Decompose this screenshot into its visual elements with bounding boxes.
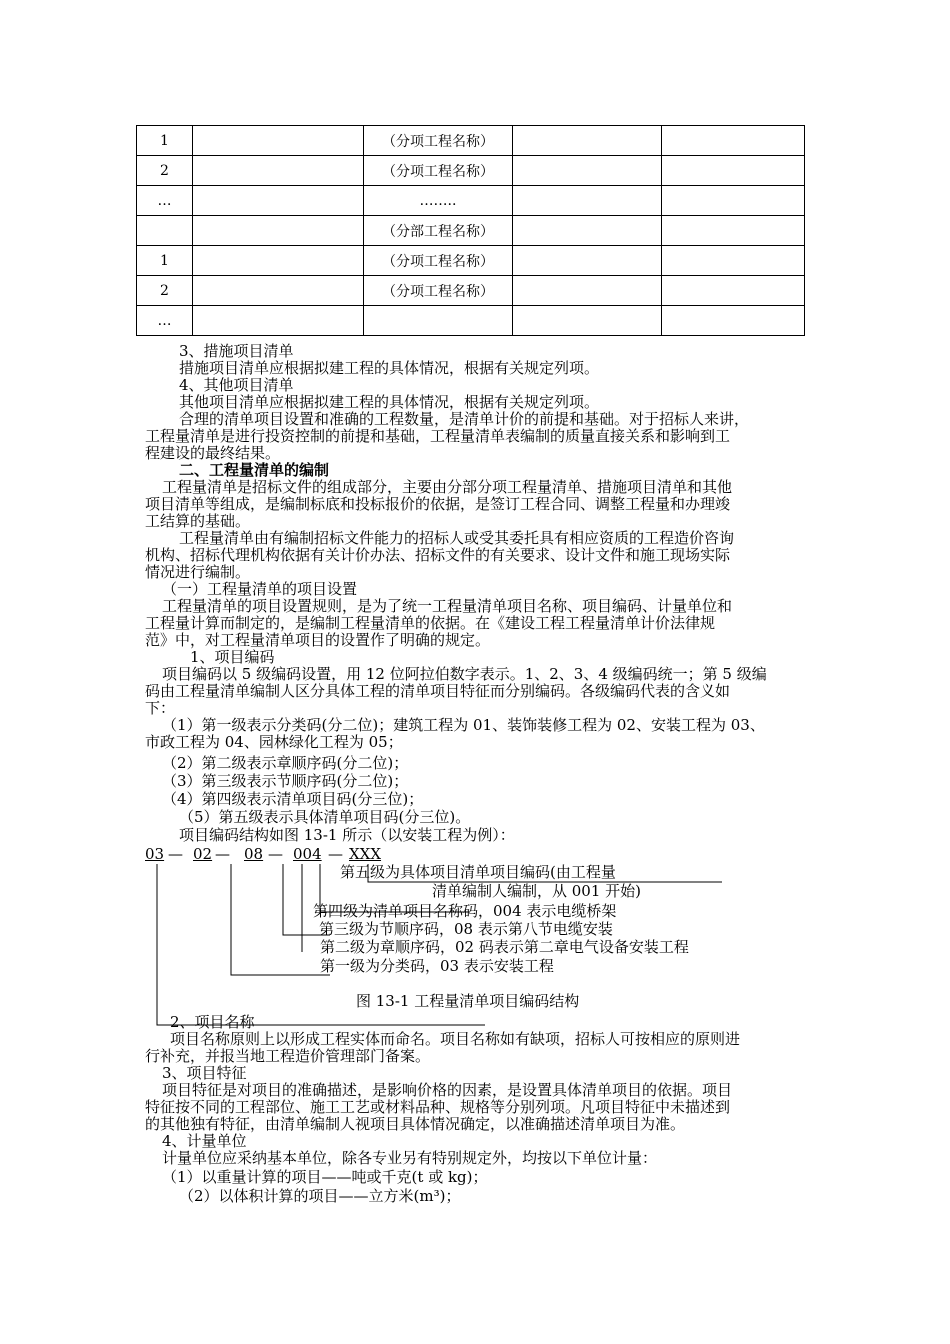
- paragraph-line: 计量单位应采纳基本单位，除各专业另有特别规定外，均按以下单位计量：: [162, 1149, 658, 1167]
- heading-measures-list: 3、措施项目清单: [179, 342, 294, 360]
- diagram-label-level5: 第五级为具体项目清单项目编码(由工程量: [340, 863, 616, 881]
- code-segment-xxx: XXX: [349, 845, 382, 863]
- table-cell: 2: [137, 156, 193, 186]
- code-segment-004: 004: [293, 845, 322, 863]
- paragraph-line: 范》中，对工程量清单项目的设置作了明确的规定。: [145, 631, 491, 649]
- paragraph-line: 工程量清单由有编制招标文件能力的招标人或受其委托具有相应资质的工程造价咨询: [179, 529, 735, 547]
- list-item: （2）以体积计算的项目——立方米(m³)；: [179, 1187, 461, 1205]
- list-item: （5）第五级表示具体清单项目码(分三位)。: [179, 808, 471, 826]
- paragraph-line: 项目编码以 5 级编码设置，用 12 位阿拉伯数字表示。1、2、3、4 级编码统一；第 5 级编: [162, 665, 767, 683]
- figure-caption: 图 13-1 工程量清单项目编码结构: [356, 992, 580, 1010]
- table-cell: 2: [137, 276, 193, 306]
- paragraph-line: 工程量计算而制定的，是编制工程量清单的依据。在《建设工程工程量清单计价法律规: [145, 614, 716, 632]
- code-segment-03: 03: [145, 845, 165, 863]
- paragraph-line: 措施项目清单应根据拟建工程的具体情况，根据有关规定列项。: [179, 359, 600, 377]
- paragraph-line: 项目编码结构如图 13-1 所示（以安装工程为例）：: [179, 826, 515, 844]
- code-segment-02: 02: [193, 845, 213, 863]
- table-cell: （分项工程名称）: [364, 276, 513, 306]
- paragraph-line: 项目特征是对项目的准确描述，是影响价格的因素，是设置具体清单项目的依据。项目: [162, 1081, 733, 1099]
- paragraph-line: 项目名称原则上以形成工程实体而命名。项目名称如有缺项，招标人可按相应的原则进: [170, 1030, 741, 1048]
- table-cell: （分项工程名称）: [364, 126, 513, 156]
- subsection-heading-item-setup: （一）工程量清单的项目设置: [162, 580, 358, 598]
- heading-other-list: 4、其他项目清单: [179, 376, 294, 394]
- paragraph-line: 工结算的基础。: [145, 512, 251, 530]
- table-cell: …: [137, 186, 193, 216]
- list-item: （3）第三级表示节顺序码(分二位)；: [162, 772, 409, 790]
- paragraph-line: 特征按不同的工程部位、施工工艺或材料品种、规格等分别列项。凡项目特征中未描述到: [145, 1098, 731, 1116]
- code-segment-08: 08: [244, 845, 264, 863]
- diagram-label-level1: 第一级为分类码，03 表示安装工程: [320, 957, 554, 975]
- list-item: （4）第四级表示清单项目码(分三位)；: [162, 790, 424, 808]
- list-item: （1）以重量计算的项目——吨或千克(t 或 kg)；: [162, 1168, 488, 1186]
- heading-item-code: 1、项目编码: [190, 648, 275, 666]
- list-item: （1）第一级表示分类码(分二位)；建筑工程为 01、装饰装修工程为 02、安装工程为 03、: [162, 716, 765, 734]
- code-dash: —: [268, 845, 283, 863]
- paragraph-line: 行补充，并报当地工程造价管理部门备案。: [145, 1047, 431, 1065]
- paragraph-line: 下：: [145, 699, 176, 717]
- code-dash: —: [168, 845, 183, 863]
- paragraph-line: 项目清单等组成，是编制标底和投标报价的依据，是签订工程合同、调整工程量和办理竣: [145, 495, 731, 513]
- diagram-label-level5-continued: 清单编制人编制，从 001 开始): [432, 882, 642, 900]
- code-dash: —: [215, 845, 230, 863]
- heading-unit-of-measure: 4、计量单位: [162, 1132, 247, 1150]
- table-cell: （分项工程名称）: [364, 156, 513, 186]
- diagram-label-level3: 第三级为节顺序码，08 表示第八节电缆安装: [319, 920, 613, 938]
- heading-item-feature: 3、项目特征: [162, 1064, 247, 1082]
- paragraph-line: 机构、招标代理机构依据有关计价办法、招标文件的有关要求、设计文件和施工现场实际: [145, 546, 731, 564]
- diagram-label-level4: 第四级为清单项目名称码，004 表示电缆桥架: [313, 902, 617, 920]
- paragraph-line: 的其他独有特征，由清单编制人视项目具体情况确定，以准确描述清单项目为准。: [145, 1115, 686, 1133]
- table-cell: 1: [137, 246, 193, 276]
- paragraph-line: 工程量清单的项目设置规则，是为了统一工程量清单项目名称、项目编码、计量单位和: [162, 597, 733, 615]
- table-cell: ……..: [364, 186, 513, 216]
- code-dash: —: [328, 845, 343, 863]
- list-item: （2）第二级表示章顺序码(分二位)；: [162, 754, 409, 772]
- heading-item-name: 2、项目名称: [170, 1013, 255, 1031]
- section-heading-bill-compilation: 二、工程量清单的编制: [179, 461, 330, 479]
- paragraph-line: 合理的清单项目设置和准确的工程数量，是清单计价的前提和基础。对于招标人来讲，: [179, 410, 750, 428]
- paragraph-line: 情况进行编制。: [145, 563, 251, 581]
- paragraph-line: 工程量清单是进行投资控制的前提和基础，工程量清单表编制的质量直接关系和影响到工: [145, 427, 731, 445]
- table-cell: …: [137, 306, 193, 336]
- diagram-label-level2: 第二级为章顺序码，02 码表示第二章电气设备安装工程: [320, 938, 689, 956]
- paragraph-line: 其他项目清单应根据拟建工程的具体情况，根据有关规定列项。: [179, 393, 600, 411]
- list-item-continuation: 市政工程为 04、园林绿化工程为 05；: [145, 733, 403, 751]
- table-cell: （分部工程名称）: [364, 216, 513, 246]
- paragraph-line: 码由工程量清单编制人区分具体工程的清单项目特征而分别编码。各级编码代表的含义如: [145, 682, 731, 700]
- table-cell: （分项工程名称）: [364, 246, 513, 276]
- paragraph-line: 工程量清单是招标文件的组成部分，主要由分部分项工程量清单、措施项目清单和其他: [162, 478, 733, 496]
- table-cell: 1: [137, 126, 193, 156]
- paragraph-line: 程建设的最终结果。: [145, 444, 281, 462]
